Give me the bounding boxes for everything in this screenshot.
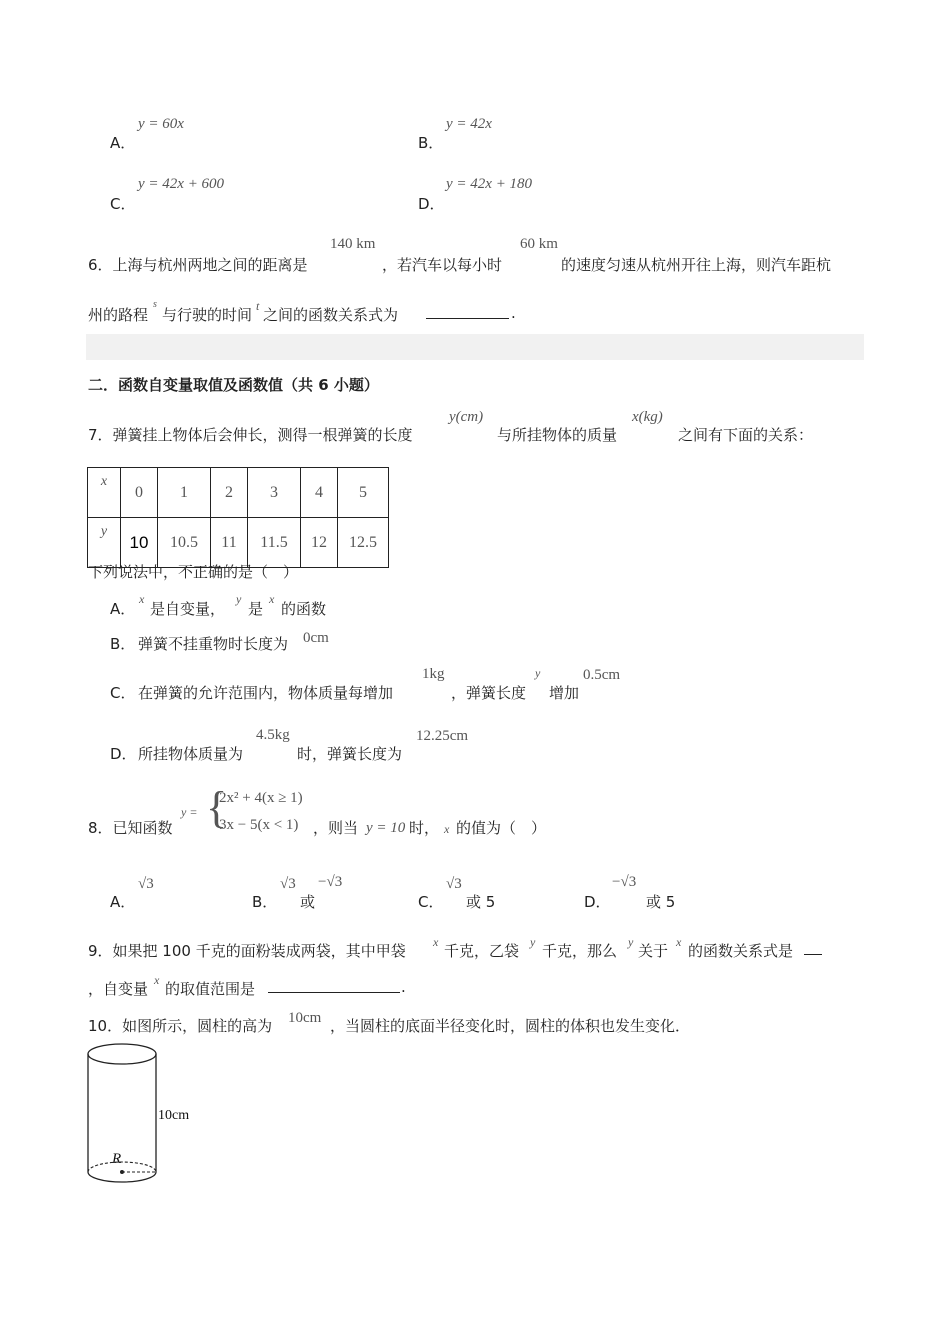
q9-y-1: y [530, 935, 536, 949]
table-cell: 1 [158, 468, 211, 518]
q9-text-6: ，自变量 [88, 980, 149, 998]
q8-brace: { [206, 783, 228, 832]
q8-x-var: x [444, 822, 450, 836]
q7-option-a-text-1: 是自变量， [150, 600, 226, 618]
table-row-label-y: y [88, 518, 121, 568]
cylinder-height-label: 10cm [158, 1108, 190, 1123]
q7-option-c-label: C． [110, 684, 136, 702]
q8-option-a-label: A． [110, 893, 136, 911]
q10-text-2: ，当圆柱的底面半径变化时，圆柱的体积也发生变化． [330, 1017, 691, 1035]
q7-option-d-text-1: 所挂物体质量为 [138, 745, 244, 763]
q7-option-a-y: y [236, 592, 242, 606]
q5-option-a-label: A． [110, 134, 136, 152]
q8-condition: y = 10 [366, 820, 406, 836]
cylinder-top-ellipse [88, 1044, 156, 1064]
q9-answer-blank-2 [268, 978, 400, 997]
q9-text-2: 千克，乙袋 [444, 942, 520, 960]
q6-text-1: 6．上海与杭州两地之间的距离是 [88, 256, 308, 274]
q5-option-b-label: B． [418, 134, 444, 152]
table-cell: 0 [121, 468, 158, 518]
q6-text-4: 州的路程 [88, 306, 149, 324]
q7-option-a-label: A． [110, 600, 136, 618]
table-row-label-x: x [88, 468, 121, 518]
q8-option-c-math: √3 [446, 876, 462, 892]
table-cell: 5 [338, 468, 389, 518]
table-cell: 10 [121, 518, 158, 568]
q7-option-d-text-2: 时，弹簧长度为 [297, 745, 403, 763]
q7-option-a-text-3: 的函数 [281, 600, 327, 618]
q7-option-c-text-2: ，弹簧长度 [451, 684, 527, 702]
q9-x-3: x [154, 973, 160, 987]
table-cell: 2 [211, 468, 248, 518]
q8-option-d-label: D． [584, 893, 611, 911]
q7-question: 下列说法中，不正确的是（ ） [88, 563, 299, 581]
q9-text-1: 9．如果把 100 千克的面粉装成两袋，其中甲袋 [88, 942, 406, 960]
q6-text-3: 的速度匀速从杭州开往上海，则汽车距杭 [561, 256, 832, 274]
q5-option-d-math: y = 42x + 180 [446, 176, 533, 192]
q6-speed: 60 km [520, 236, 558, 252]
q6-end: . [511, 304, 516, 322]
table-row-x [88, 468, 389, 518]
q8-option-c-or: 或 5 [466, 893, 496, 911]
q7-option-a-x: x [139, 592, 145, 606]
q8-option-b-label: B． [252, 893, 278, 911]
q8-text-2: ，则当 [313, 819, 359, 837]
table-row-y [88, 518, 389, 568]
q7-text-3: 之间有下面的关系： [678, 426, 814, 444]
q7-option-c-y: y [535, 666, 541, 680]
table-cell: 3 [248, 468, 301, 518]
q6-text-5: 与行驶的时间 [162, 306, 253, 324]
table-cell: 12.5 [338, 518, 389, 568]
q8-case-1: 2x² + 4(x ≥ 1) [219, 790, 303, 806]
section-divider [86, 334, 864, 360]
q8-option-a-math: √3 [138, 876, 154, 892]
q6-distance: 140 km [330, 236, 376, 252]
q9-answer-blank-1 [804, 940, 822, 959]
q9-text-4: 关于 [638, 942, 669, 960]
q7-y-unit: y(cm) [449, 409, 484, 425]
q8-option-d-math: −√3 [612, 874, 637, 890]
q9-text-7: 的取值范围是 [165, 980, 256, 998]
q5-option-d-label: D． [418, 195, 445, 213]
q7-data-table [87, 467, 389, 568]
q8-text-1: 8．已知函数 [88, 819, 173, 837]
q8-text-3: 时， [409, 819, 440, 837]
q7-option-c-text-1: 在弹簧的允许范围内，物体质量每增加 [138, 684, 394, 702]
q7-option-c-mass: 1kg [422, 666, 445, 682]
q5-option-b-math: y = 42x [446, 116, 492, 132]
q7-option-c-text-3: 增加 [549, 684, 580, 702]
q6-var-s: s [153, 299, 157, 310]
q9-x-2: x [676, 935, 682, 949]
q7-option-a-text-2: 是 [248, 600, 264, 618]
q7-option-a-x2: x [269, 592, 275, 606]
q9-text-5: 的函数关系式是 [688, 942, 794, 960]
q5-option-c-math: y = 42x + 600 [138, 176, 225, 192]
section-2-title: 二．函数自变量取值及函数值（共 6 小题） [88, 376, 379, 394]
q5-option-a-math: y = 60x [138, 116, 184, 132]
q7-text-2: 与所挂物体的质量 [497, 426, 618, 444]
q9-end: . [401, 978, 406, 996]
q10-text-1: 10．如图所示，圆柱的高为 [88, 1017, 273, 1035]
q7-option-d-length: 12.25cm [416, 728, 469, 744]
q8-option-c-label: C． [418, 893, 444, 911]
q8-case-2: 3x − 5(x < 1) [219, 817, 299, 833]
q7-option-b-text: 弹簧不挂重物时长度为 [138, 635, 289, 653]
q8-y-equals: y = [181, 805, 198, 819]
q9-text-3: 千克，那么 [542, 942, 618, 960]
table-cell: 12 [301, 518, 338, 568]
q7-option-d-label: D． [110, 745, 137, 763]
q7-option-c-length: 0.5cm [583, 667, 621, 683]
table-cell: 11.5 [248, 518, 301, 568]
q7-option-b-math: 0cm [303, 630, 329, 646]
q8-option-b-math-1: √3 [280, 876, 296, 892]
q6-var-t: t [256, 299, 260, 313]
q6-answer-blank [426, 304, 509, 323]
q7-option-d-mass: 4.5kg [256, 727, 290, 743]
q8-option-b-math-2: −√3 [318, 874, 343, 890]
q7-text-1: 7．弹簧挂上物体后会伸长，测得一根弹簧的长度 [88, 426, 413, 444]
q6-text-6: 之间的函数关系式为 [263, 306, 399, 324]
table-cell: 4 [301, 468, 338, 518]
q8-option-b-or: 或 [300, 893, 316, 911]
q7-x-unit: x(kg) [632, 409, 663, 425]
table-cell: 11 [211, 518, 248, 568]
q6-text-2: ，若汽车以每小时 [382, 256, 503, 274]
q7-option-b-label: B． [110, 635, 136, 653]
q9-x-1: x [433, 935, 439, 949]
cylinder-radius-label: R [112, 1151, 122, 1167]
q8-option-d-or: 或 5 [646, 893, 676, 911]
cylinder-center-dot [120, 1170, 124, 1174]
q8-text-4: 的值为（ ） [456, 819, 547, 837]
q10-height: 10cm [288, 1010, 322, 1026]
q5-option-c-label: C． [110, 195, 136, 213]
table-cell: 10.5 [158, 518, 211, 568]
q9-y-2: y [628, 935, 634, 949]
